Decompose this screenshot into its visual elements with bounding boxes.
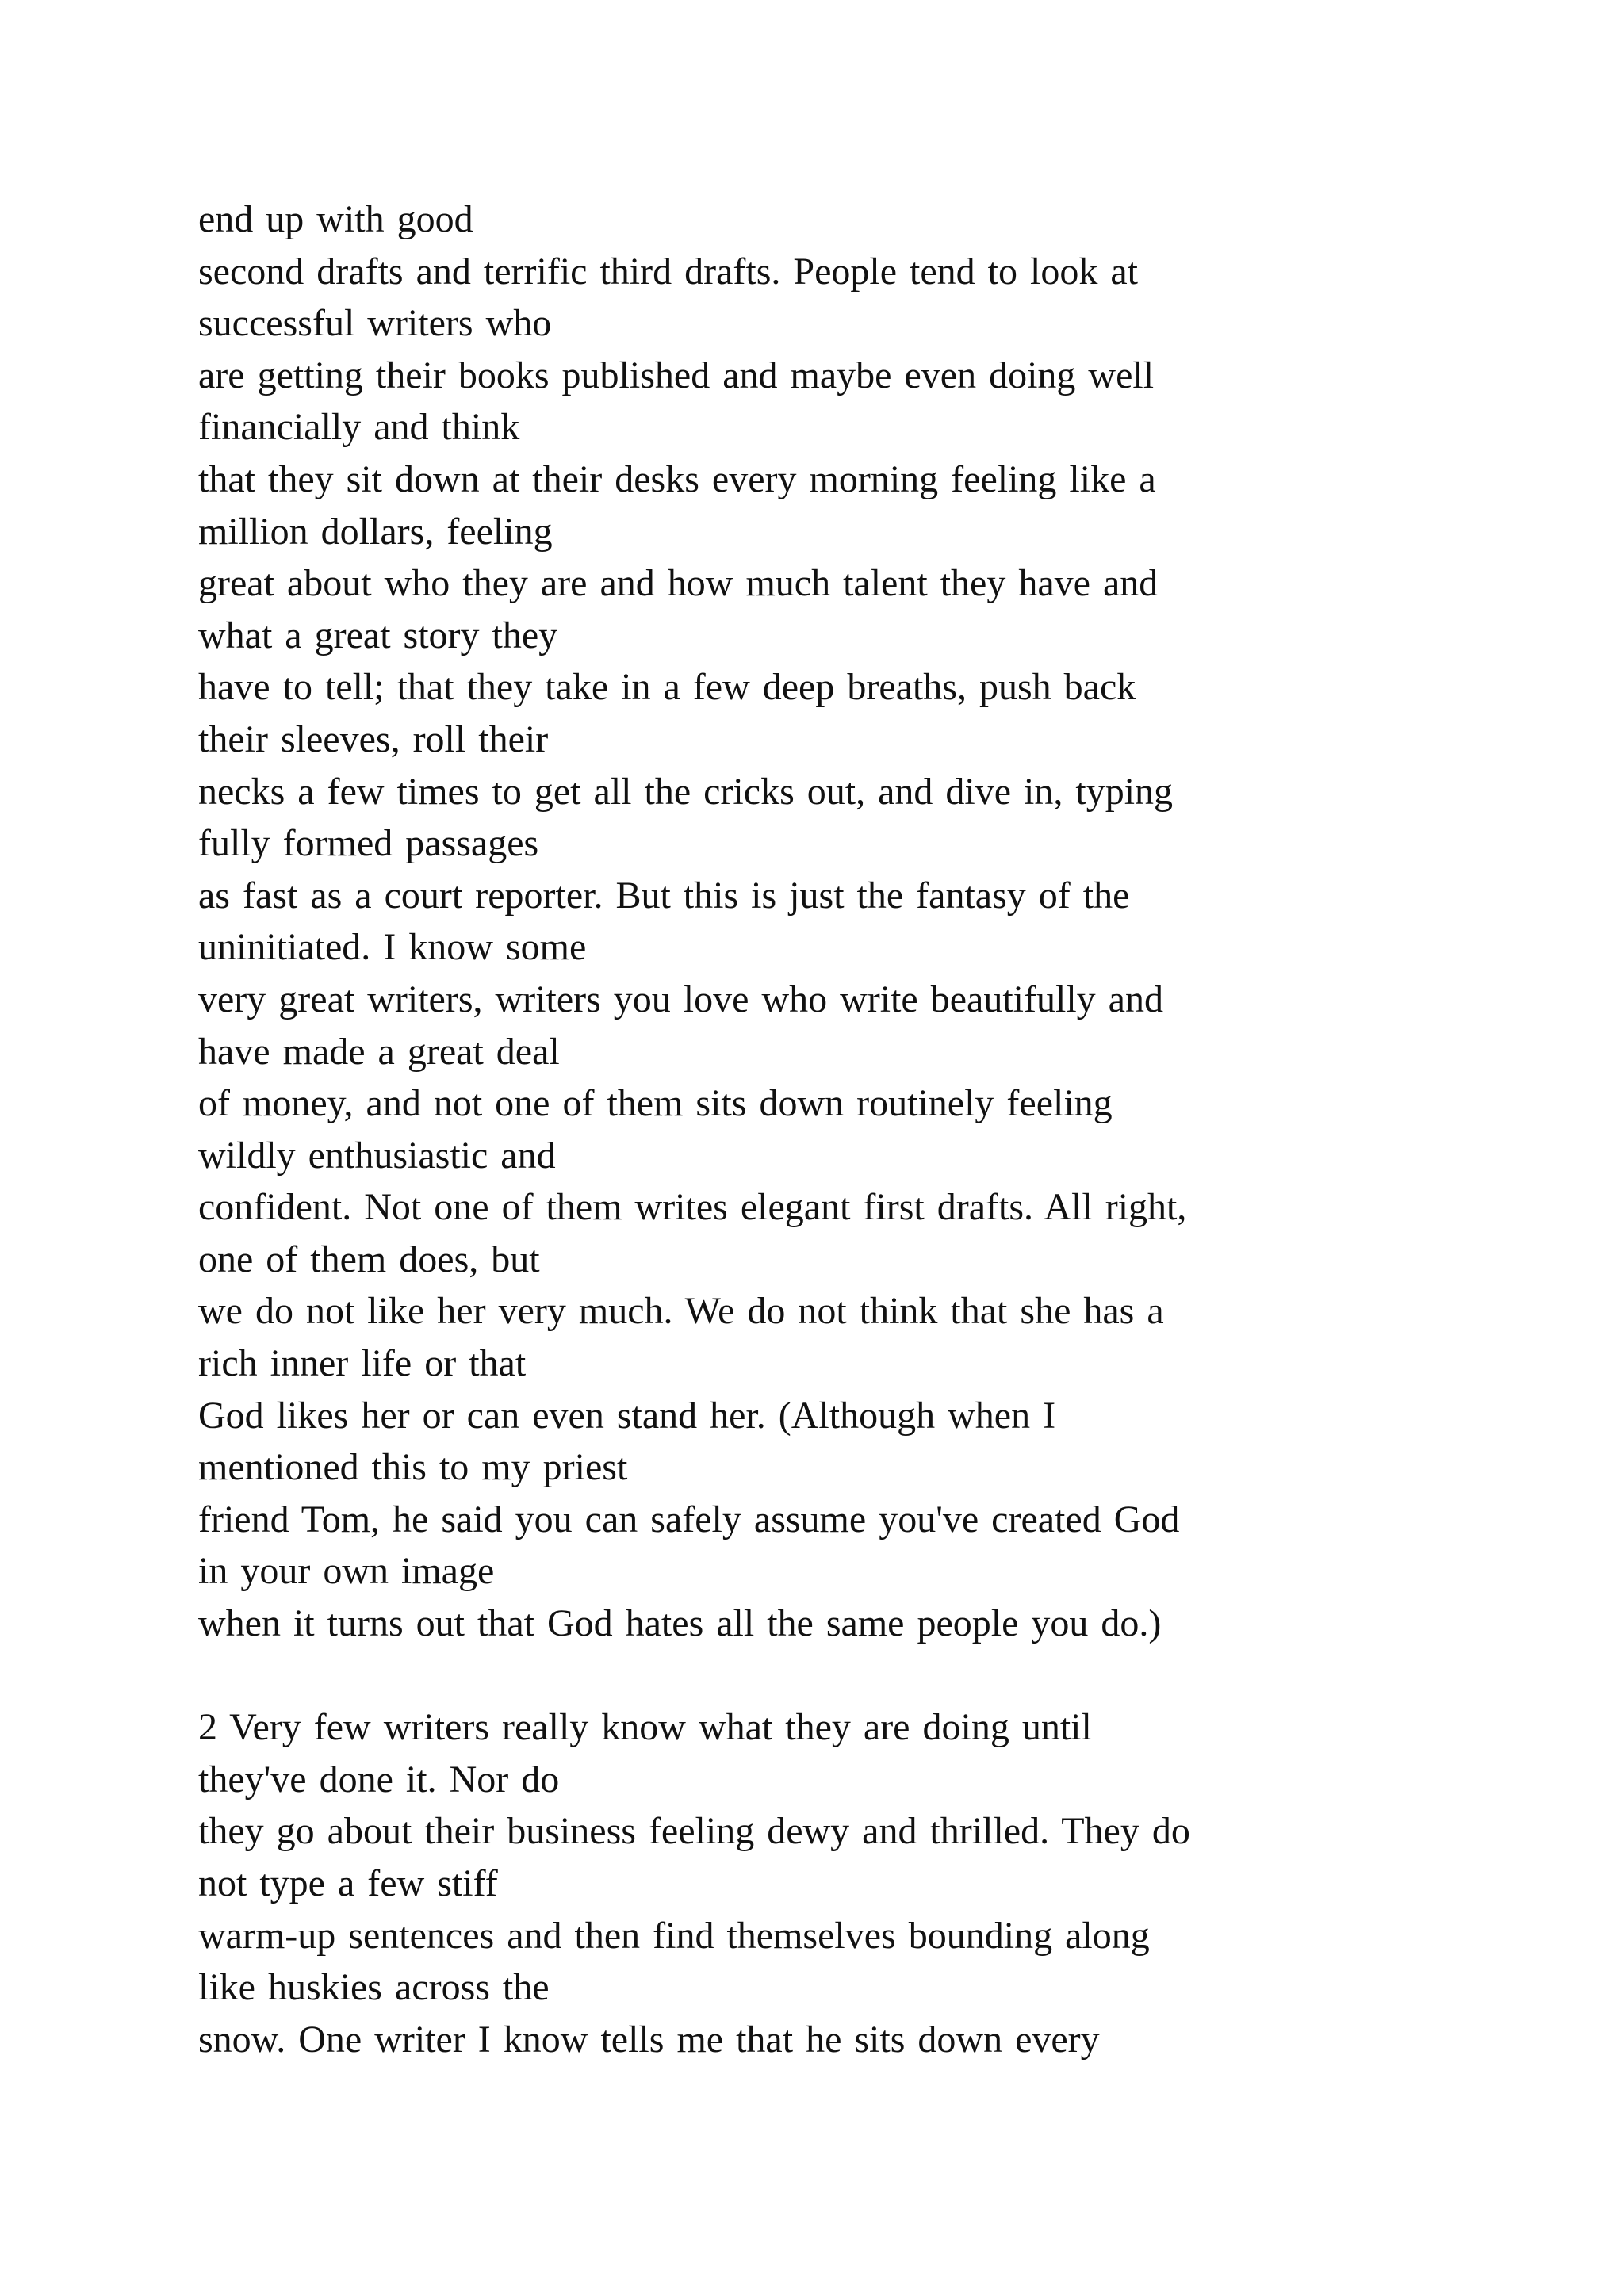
text-line: mentioned this to my priest	[198, 1446, 628, 1489]
text-line: 2 Very few writers really know what they are doing until	[198, 1706, 1092, 1749]
text-line: are getting their books published and maybe even doing well	[198, 354, 1155, 396]
text-line: very great writers, writers you love who write beautifully and	[198, 978, 1163, 1020]
text-line: when it turns out that God hates all the same people you do.)	[198, 1602, 1162, 1645]
text-line: fully formed passages	[198, 822, 539, 865]
text-line: financially and think	[198, 406, 520, 449]
text-line: not type a few stiff	[198, 1862, 498, 1904]
text-line: like huskies across the	[198, 1966, 550, 2009]
text-line: uninitiated. I know some	[198, 926, 587, 969]
text-line: second drafts and terrific third drafts. People tend to look at	[198, 250, 1138, 293]
text-line: necks a few times to get all the cricks out, and dive in, typing	[198, 770, 1174, 813]
text-line: we do not like her very much. We do not think that she has a	[198, 1290, 1164, 1333]
text-line: of money, and not one of them sits down routinely feeling	[198, 1082, 1113, 1125]
text-line: that they sit down at their desks every morning feeling like a	[198, 457, 1156, 500]
text-line: they go about their business feeling dewy and thrilled. They do	[198, 1810, 1190, 1853]
text-line: their sleeves, roll their	[198, 718, 549, 760]
text-line: great about who they are and how much talent they have and	[198, 562, 1159, 605]
text-line: snow. One writer I know tells me that he sits down every	[198, 2018, 1100, 2061]
text-line: what a great story they	[198, 614, 558, 656]
text-line: have made a great deal	[198, 1030, 560, 1073]
text-line: have to tell; that they take in a few deep breaths, push back	[198, 666, 1136, 709]
paragraph-break	[198, 1650, 1499, 1702]
text-line: wildly enthusiastic and	[198, 1134, 556, 1177]
text-line: one of them does, but	[198, 1238, 540, 1280]
text-line: friend Tom, he said you can safely assume you've created God	[198, 1498, 1180, 1540]
text-line: end up with good	[198, 198, 473, 240]
text-line: confident. Not one of them writes elegant first drafts. All right,	[198, 1186, 1187, 1229]
text-line: warm-up sentences and then find themselves bounding along	[198, 1914, 1150, 1957]
text-line: God likes her or can even stand her. (Although when I	[198, 1394, 1056, 1437]
text-line: million dollars, feeling	[198, 510, 553, 553]
document-body-text	[198, 193, 1499, 2065]
text-line: as fast as a court reporter. But this is just the fantasy of the	[198, 874, 1130, 916]
text-line: rich inner life or that	[198, 1342, 527, 1385]
text-line: they've done it. Nor do	[198, 1758, 560, 1800]
text-line: in your own image	[198, 1550, 495, 1593]
text-line: successful writers who	[198, 302, 552, 345]
